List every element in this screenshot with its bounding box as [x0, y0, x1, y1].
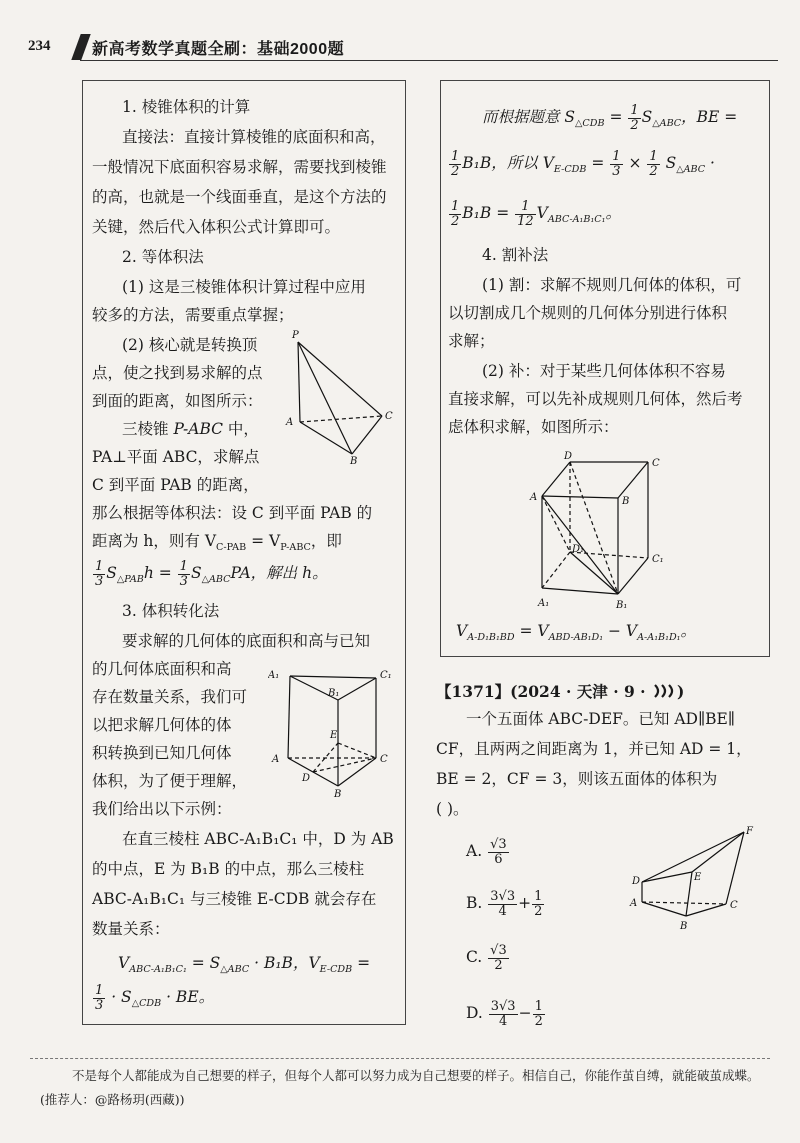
subscript: ABC-A₁B₁C₁ [547, 214, 606, 226]
fraction [93, 984, 105, 1012]
subscript: △ABC [676, 164, 706, 176]
label-D: D [564, 451, 573, 462]
denominator: 2 [494, 957, 503, 973]
text-line [122, 422, 259, 438]
subscript: △ABC [220, 964, 250, 976]
subscript: △CDB [131, 998, 162, 1010]
numerator: 1 [451, 149, 460, 164]
fraction [449, 200, 461, 228]
text-span: ，BE = [681, 108, 738, 127]
text-span: · S [106, 988, 132, 1007]
text-line: 的高，也就是一个线面垂直，是这个方法的 [92, 188, 387, 206]
text-span: S [641, 108, 653, 127]
text-span: · BE。 [161, 988, 215, 1007]
label-A1: A₁ [268, 670, 280, 681]
label-C: C [385, 411, 393, 422]
option-label: C. [466, 948, 483, 967]
text-line [92, 534, 342, 553]
numerator: 1 [95, 983, 104, 998]
text-span: = V [514, 622, 549, 640]
label-D1: D₁ [572, 544, 585, 555]
numerator: √3 [490, 943, 507, 958]
denominator: 3 [95, 573, 104, 589]
formula-line [456, 624, 696, 643]
denominator: 2 [534, 1013, 543, 1029]
math-span: P-ABC [173, 420, 223, 438]
label-P: P [292, 330, 299, 341]
operator: − [518, 1004, 532, 1023]
fraction [647, 150, 659, 178]
text-span: 。 [605, 204, 621, 223]
label-B: B [334, 789, 342, 800]
numerator: 1 [95, 559, 104, 574]
fraction [93, 560, 105, 588]
denominator: 2 [649, 163, 658, 179]
page-header [28, 30, 778, 66]
option-c[interactable] [466, 944, 510, 972]
numerator: 1 [451, 199, 460, 214]
label-C1: C₁ [380, 670, 392, 681]
text-line: ABC-A₁B₁C₁ 与三棱锥 E-CDB 就会存在 [92, 890, 377, 908]
text-span: S [106, 564, 117, 583]
numerator: 1 [649, 149, 658, 164]
numerator: 1 [515, 200, 536, 215]
option-label: A. [466, 842, 483, 861]
text-line: 那么根据等体积法：设 C 到平面 PAB 的 [92, 504, 373, 522]
formula-line [448, 200, 621, 228]
text-line: 体积，为了便于理解， [92, 772, 248, 790]
text-line: 直接法：直接计算棱锥的底面积和高， [122, 128, 386, 146]
label-C: C [730, 900, 738, 911]
text-span: = [352, 954, 371, 972]
option-d[interactable] [466, 1000, 546, 1028]
numerator: 1 [179, 559, 188, 574]
text-line: (2) 补：对于某些几何体体积不容易 [482, 362, 726, 380]
text-span: S [660, 154, 677, 173]
text-line: 直接求解，可以先补成规则几何体，然后考 [448, 390, 743, 408]
text-line: C 到平面 PAB 的距离， [92, 476, 259, 494]
text-span: S [190, 564, 202, 583]
fraction [488, 838, 509, 866]
book-title: 新高考数学真题全刷：基础2000题 [92, 41, 345, 58]
problem-id: 【1371】(2024 · 天津 · 9 · [436, 682, 646, 701]
option-a[interactable] [466, 838, 510, 866]
subscript: A-A₁B₁D₁ [637, 632, 681, 644]
text-span: = [586, 154, 610, 173]
subscript: E-CDB [553, 164, 587, 176]
subscript: ABD-AB₁D₁ [548, 632, 604, 644]
denominator: 4 [499, 1013, 508, 1029]
prism-abc-a1b1c1-figure [268, 660, 400, 800]
subscript: △CDB [575, 118, 605, 130]
formula-line [118, 956, 370, 975]
text-line: (2) 核心就是转换顶 [122, 336, 258, 354]
denominator: 2 [451, 163, 460, 179]
label-D: D [302, 773, 311, 784]
text-span: · B₁B，V [249, 954, 320, 972]
footer-recommender: (推荐人：@路杨玥(西藏)) [40, 1092, 185, 1107]
numerator: 1 [534, 889, 543, 904]
text-line: PA⊥平面 ABC，求解点 [92, 448, 260, 466]
numerator: 1 [612, 149, 621, 164]
option-b[interactable] [466, 890, 545, 918]
text-span: 距离为 h，则有 V [92, 532, 217, 550]
label-C: C [652, 458, 660, 469]
formula-line [448, 150, 715, 178]
footer-quote: 不是每个人都能成为自己想要的样子，但每个人都可以努力成为自己想要的样子。相信自己，你能作茧自缚，就能破茧成蝶。 [72, 1068, 760, 1083]
label-B: B [680, 921, 688, 932]
label-A: A [530, 492, 538, 503]
text-span: ，即 [310, 532, 342, 550]
text-line: 较多的方法，需要重点掌握； [92, 306, 294, 324]
denominator: 3 [179, 573, 188, 589]
text-span: 。 [680, 622, 697, 640]
text-line: 在直三棱柱 ABC-A₁B₁C₁ 中，D 为 AB [122, 830, 394, 848]
label-C: C [380, 754, 388, 765]
text-span: V [456, 622, 468, 640]
label-D: D [632, 876, 641, 887]
numerator: √3 [490, 837, 507, 852]
text-span: V [118, 954, 130, 972]
pentahedron-figure [620, 822, 780, 934]
formula-line [482, 104, 737, 132]
text-line: 以把求解几何体的体 [92, 716, 232, 734]
denominator: 12 [517, 213, 534, 229]
text-span: 中， [223, 420, 259, 438]
label-A: A [630, 898, 638, 909]
text-span: PA，解出 h。 [230, 564, 328, 583]
numerator: 1 [630, 103, 639, 118]
fraction [628, 104, 640, 132]
text-span: B₁B = [462, 204, 515, 223]
text-line: 一般情况下底面积容易求解，需要找到棱锥 [92, 158, 387, 176]
text-span: V [536, 204, 548, 223]
fraction [178, 560, 190, 588]
denominator: 2 [534, 903, 543, 919]
text-span: B₁B，所以 V [462, 154, 554, 173]
subscript: A-D₁B₁BD [467, 632, 515, 644]
problem-text: ( )。 [436, 800, 469, 818]
label-B: B [350, 456, 358, 466]
footer-divider [30, 1058, 770, 1059]
section-4-title: 4. 割补法 [482, 246, 549, 264]
label-E: E [694, 872, 702, 883]
label-B1: B₁ [616, 600, 628, 611]
text-line: 要求解的几何体的底面积和高与已知 [122, 632, 371, 650]
header-slash-mark [71, 34, 90, 60]
fraction [488, 944, 509, 972]
problem-header [436, 680, 684, 702]
text-line: (1) 割：求解不规则几何体的体积，可 [482, 276, 742, 294]
subscript: ABC-A₁B₁C₁ [129, 964, 187, 976]
subscript: P-ABC [280, 542, 311, 554]
denominator: 4 [498, 903, 507, 919]
text-span: = [604, 108, 628, 127]
fraction [533, 1000, 545, 1028]
label-A1: A₁ [538, 598, 550, 609]
section-3-title: 3. 体积转化法 [122, 602, 220, 620]
text-span: = S [186, 954, 221, 972]
text-span: h = [143, 564, 177, 583]
text-line: 关键，然后代入体积公式计算即可。 [92, 218, 341, 236]
denominator: 6 [494, 851, 503, 867]
section-1-title: 1. 棱锥体积的计算 [122, 98, 251, 116]
fraction [532, 890, 544, 918]
label-C1: C₁ [652, 554, 664, 565]
formula-line [92, 984, 214, 1012]
text-span: · [705, 154, 715, 173]
subscript: E-CDB [319, 964, 353, 976]
label-E: E [330, 730, 338, 741]
denominator: 3 [95, 997, 104, 1013]
subscript: C-PAB [216, 542, 247, 554]
text-line: 到面的距离，如图所示： [92, 392, 263, 410]
pyramid-p-abc-figure [282, 326, 400, 466]
numerator: 1 [534, 999, 543, 1014]
fraction [488, 890, 517, 918]
difficulty-icon [651, 683, 677, 699]
option-label: B. [466, 894, 483, 913]
numerator: 3√3 [490, 889, 516, 904]
text-line: 数量关系： [92, 920, 170, 938]
text-line: (1) 这是三棱锥体积计算过程中应用 [122, 278, 366, 296]
header-rule [80, 60, 778, 61]
text-line: 以切割成几个规则的几何体分别进行体积 [448, 304, 728, 322]
text-span: × [623, 154, 647, 173]
text-line: 虑体积求解，如图所示： [448, 418, 619, 436]
text-line: 积转换到已知几何体 [92, 744, 232, 762]
text-line: 点，使之找到易求解的点 [92, 364, 263, 382]
operator: + [518, 894, 532, 913]
problem-text: BE = 2，CF = 3，则该五面体的体积为 [436, 770, 718, 788]
problem-text: 一个五面体 ABC-DEF。已知 AD∥BE∥ [466, 710, 735, 728]
label-A: A [272, 754, 280, 765]
problem-id-end: ) [676, 682, 685, 701]
numerator: 3√3 [490, 999, 516, 1014]
option-label: D. [466, 1004, 483, 1023]
label-B1: B₁ [328, 688, 340, 699]
subscript: △PAB [116, 574, 144, 586]
text-line: 求解； [448, 332, 495, 350]
text-line: 的几何体底面积和高 [92, 660, 232, 678]
cut-fill-prism-figure [520, 448, 680, 616]
fraction [610, 150, 622, 178]
subscript: △ABC [652, 118, 682, 130]
problem-text: CF，且两两之间距离为 1，并已知 AD = 1， [436, 740, 752, 758]
denominator: 2 [630, 117, 639, 133]
label-A: A [286, 417, 294, 428]
text-line: 我们给出以下示例： [92, 800, 232, 818]
formula-line [92, 560, 328, 588]
fraction [489, 1000, 518, 1028]
fraction [515, 200, 536, 228]
text-span: 而根据题意 S [482, 108, 576, 127]
denominator: 2 [451, 213, 460, 229]
fraction [449, 150, 461, 178]
text-line: 的中点，E 为 B₁B 的中点，那么三棱柱 [92, 860, 365, 878]
text-span: 三棱锥 [122, 420, 174, 438]
subscript: △ABC [201, 574, 231, 586]
text-line: 存在数量关系，我们可 [92, 688, 248, 706]
text-span: = V [246, 532, 281, 550]
denominator: 3 [612, 163, 621, 179]
page-number: 234 [28, 38, 51, 54]
label-B: B [622, 496, 630, 507]
section-2-title: 2. 等体积法 [122, 248, 204, 266]
text-span: − V [603, 622, 638, 640]
label-F: F [746, 826, 753, 837]
